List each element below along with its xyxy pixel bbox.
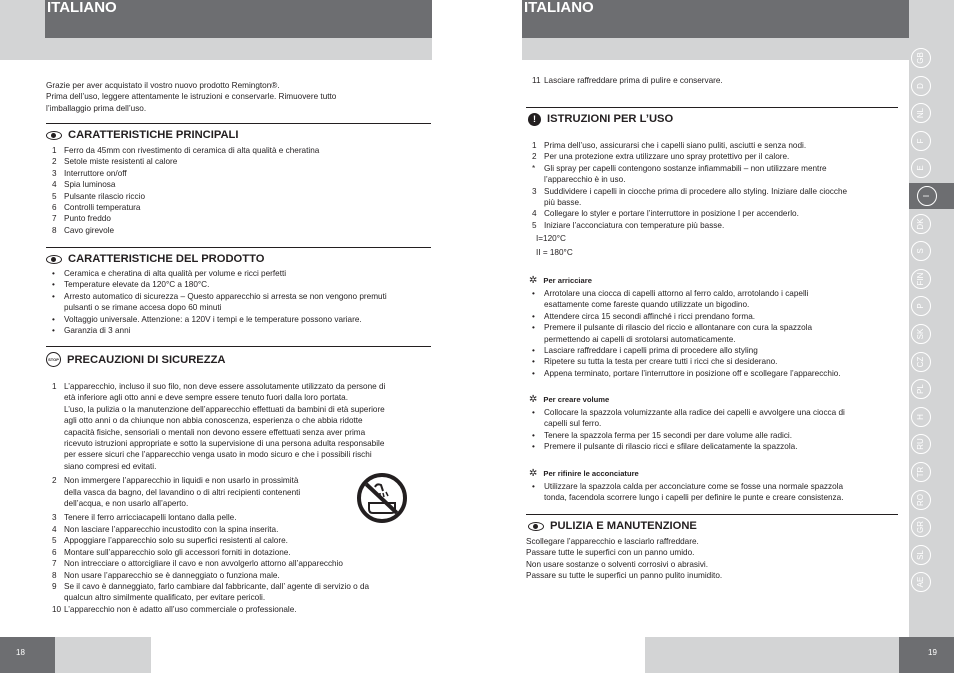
left-footer-number-block bbox=[0, 637, 55, 673]
product-list bbox=[46, 268, 431, 336]
eye-icon bbox=[46, 131, 62, 140]
stop-icon: STOP bbox=[46, 352, 61, 367]
list-item: 8 Non usare l’apparecchio se è danneggiato o funziona male. bbox=[52, 570, 280, 580]
language-tab-p[interactable]: P bbox=[911, 296, 931, 316]
list-item: 7 Punto freddo bbox=[52, 214, 111, 224]
no-bath-warning-icon bbox=[357, 473, 407, 523]
language-tab-pl[interactable]: PL bbox=[911, 379, 931, 399]
list-item: 3 Tenere il ferro arricciacapelli lontano dalla pelle. bbox=[52, 513, 237, 523]
list-item: • Premere il pulsante di rilascio del riccio e allontanare con cura la spazzola permettendo ai capelli di srotolarsi automaticamente. bbox=[526, 322, 898, 345]
sparkle-icon: ✲ bbox=[529, 394, 538, 405]
list-item: 8 Cavo girevole bbox=[52, 225, 115, 235]
language-tab-sl[interactable]: SL bbox=[911, 545, 931, 565]
right-page-number: 19 bbox=[928, 648, 937, 657]
list-item: • Voltaggio universale. Attenzione: a 120V i tempi e le temperature possono variare. bbox=[46, 314, 431, 325]
temperature-values: I=120°C II = 180°C bbox=[536, 234, 573, 258]
language-tab-nl[interactable]: NL bbox=[911, 103, 931, 123]
finish-list bbox=[526, 481, 898, 504]
list-item: 3 Suddividere i capelli in ciocche prima di procedere allo styling. Iniziare dalle ciocche più basse. bbox=[532, 186, 848, 208]
language-tab-tr[interactable]: TR bbox=[911, 462, 931, 482]
curl-subheading: ✲ Per arricciare bbox=[529, 275, 592, 286]
section-rule bbox=[46, 247, 431, 248]
list-item: 5 Appoggiare l’apparecchio solo su superfici resistenti al calore. bbox=[52, 536, 288, 546]
list-item: * Gli spray per capelli contengono sostanze infiammabili – non utilizzare mentre l’apparecchio è in uso. bbox=[532, 163, 827, 185]
list-item: • Premere il pulsante di rilascio ricci e sfilare delicatamente la spazzola. bbox=[526, 441, 898, 452]
list-item: • Garanzia di 3 anni bbox=[46, 325, 431, 336]
list-item: 5 Pulsante rilascio riccio bbox=[52, 191, 145, 201]
right-footer-number-block bbox=[899, 637, 954, 673]
language-tab-dk[interactable]: DK bbox=[911, 214, 931, 234]
list-item: 1 Prima dell’uso, assicurarsi che i capelli siano puliti, asciutti e senza nodi. bbox=[532, 141, 807, 150]
instructions-heading: ! ISTRUZIONI PER L’USO bbox=[528, 112, 673, 126]
volume-list bbox=[526, 407, 898, 453]
right-page-header: ITALIANO bbox=[522, 0, 909, 38]
language-tab-f[interactable]: F bbox=[911, 131, 931, 151]
language-tab-ae[interactable]: AE bbox=[911, 572, 931, 592]
list-item: • Arresto automatico di sicurezza – Questo apparecchio si arresta se non vengono premuti pulsanti o se rimane accesa dopo 60 minuti bbox=[46, 291, 431, 314]
intro-text: Grazie per aver acquistato il vostro nuovo prodotto Remington®. Prima dell’uso, leggere attentamente le istruzioni e conservarle. Rimuovere tutto l’imballaggio prima dell’uso. bbox=[46, 81, 337, 113]
language-tab-i[interactable]: I bbox=[909, 183, 954, 209]
list-item: 10 L’apparecchio non è adatto all’uso commerciale o professionale. bbox=[52, 604, 297, 614]
item-11: 11 Lasciare raffreddare prima di pulire e conservare. bbox=[532, 76, 723, 85]
eye-icon bbox=[528, 522, 544, 531]
curl-list bbox=[526, 288, 898, 379]
language-tab-s[interactable]: S bbox=[911, 241, 931, 261]
exclamation-icon: ! bbox=[528, 113, 541, 126]
list-item: 5 Iniziare l’acconciatura con temperature più basse. bbox=[532, 220, 725, 230]
list-item: • Arrotolare una ciocca di capelli attorno al ferro caldo, arrotolando i capelli esattamente come fareste quando utilizzate un bigodino. bbox=[526, 288, 898, 311]
list-item: 6 Controlli temperatura bbox=[52, 203, 141, 213]
language-tab-e[interactable]: E bbox=[911, 158, 931, 178]
left-footer-band bbox=[55, 637, 151, 673]
list-item: 2 Non immergere l’apparecchio in liquidi e non usarlo in prossimità della vasca da bagno, del lavandino o di altri recipienti contenenti dell’acqua, e non usarlo all’aperto. bbox=[52, 476, 301, 509]
list-item: 9 Se il cavo è danneggiato, farlo cambiare dal fabbricante, dall’ agente di servizio o da qualcun altro similmente qualificato, per evitare pericoli. bbox=[52, 581, 370, 603]
language-tab-fin[interactable]: FIN bbox=[911, 269, 931, 289]
right-footer-band bbox=[645, 637, 899, 673]
list-item: • Collocare la spazzola volumizzante alla radice dei capelli e avvolgere una ciocca di capelli sul ferro. bbox=[526, 407, 898, 430]
volume-subheading: ✲ Per creare volume bbox=[529, 394, 610, 405]
features-list bbox=[46, 145, 431, 236]
list-item: 4 Spia luminosa bbox=[52, 180, 116, 190]
section-rule bbox=[526, 514, 898, 515]
list-item: 1 L’apparecchio, incluso il suo filo, non deve essere assolutamente utilizzato da persone di età inferiore agli otto anni e deve sempre essere tenuto fuori dalla loro portata. L’uso, la pulizia o la manutenzione dell’apparecchio effettuati da bambini di età superiore agli otto anni o da chiunque non abbia conoscenza, esperienza o che abbia ridotte capacità fisiche, sensoriali o mentali non devono essere effettuati senza aver prima ricevuto istruzioni appropriate e sotto la supervisione di una persona adulta responsabile per essere sicuri che l’apparecchio venga usato in modo sicuro e che i possibili rischi siano compresi ed evitati. bbox=[52, 382, 386, 471]
section-rule bbox=[46, 123, 431, 124]
sparkle-icon: ✲ bbox=[529, 275, 538, 286]
list-item: 3 Interruttore on/off bbox=[52, 168, 127, 178]
list-item: 2 Per una protezione extra utilizzare uno spray protettivo per il calore. bbox=[532, 152, 790, 162]
left-page-number: 18 bbox=[16, 648, 25, 657]
language-tab-gr[interactable]: GR bbox=[911, 517, 931, 537]
list-item: 4 Non lasciare l’apparecchio incustodito con la spina inserita. bbox=[52, 524, 279, 534]
list-item: • Attendere circa 15 secondi affinché i ricci prendano forma. bbox=[526, 311, 898, 322]
sparkle-icon: ✲ bbox=[529, 468, 538, 479]
list-item: • Ceramica e cheratina di alta qualità per volume e ricci perfetti bbox=[46, 268, 431, 279]
list-item: • Lasciare raffreddare i capelli prima di procedere allo styling bbox=[526, 345, 898, 356]
safety-heading: STOP PRECAUZIONI DI SICUREZZA bbox=[46, 352, 226, 367]
list-item: 7 Non intrecciare o attorcigliare il cavo e non avvolgerlo attorno all’apparecchio bbox=[52, 559, 343, 569]
language-tab-ro[interactable]: RO bbox=[911, 490, 931, 510]
list-item: • Utilizzare la spazzola calda per acconciature come se fosse una normale spazzola tonda, facendola scorrere lungo i capelli per definire le punte e creare consistenza. bbox=[526, 481, 898, 504]
language-tab-cz[interactable]: CZ bbox=[911, 352, 931, 372]
finish-subheading: ✲ Per rifinire le acconciature bbox=[529, 468, 639, 479]
language-tab-h[interactable]: H bbox=[911, 407, 931, 427]
section-rule bbox=[46, 346, 431, 347]
language-tabs bbox=[909, 0, 954, 637]
list-item: • Tenere la spazzola ferma per 15 secondi per dare volume alle radici. bbox=[526, 430, 898, 441]
language-tab-sk[interactable]: SK bbox=[911, 324, 931, 344]
left-page-header: ITALIANO bbox=[45, 0, 432, 38]
list-item: 4 Collegare lo styler e portare l’interruttore in posizione I per accenderlo. bbox=[532, 209, 799, 219]
eye-icon bbox=[46, 255, 62, 264]
list-item: • Ripetere su tutta la testa per creare tutti i ricci che si desiderano. bbox=[526, 356, 898, 367]
cleaning-text: Scollegare l’apparecchio e lasciarlo raffreddare. Passare tutte le superfici con un panno umido. Non usare sostanze o solventi corrosivi o abrasivi. Passare su tutte le superfici un panno pulito inumidito. bbox=[526, 537, 723, 581]
product-heading: CARATTERISTICHE DEL PRODOTTO bbox=[46, 252, 264, 266]
list-item: 6 Montare sull’apparecchio solo gli accessori forniti in dotazione. bbox=[52, 547, 291, 557]
features-heading: CARATTERISTICHE PRINCIPALI bbox=[46, 128, 239, 142]
list-item: 1 Ferro da 45mm con rivestimento di ceramica di alta qualità e cheratina bbox=[52, 146, 320, 155]
cleaning-heading: PULIZIA E MANUTENZIONE bbox=[528, 519, 697, 533]
language-tab-d[interactable]: D bbox=[911, 76, 931, 96]
list-item: • Temperature elevate da 120°C a 180°C. bbox=[46, 279, 431, 290]
language-tab-gb[interactable]: GB bbox=[911, 48, 931, 68]
list-item: • Appena terminato, portare l’interruttore in posizione off e scollegare l’apparecchio. bbox=[526, 368, 898, 379]
section-rule bbox=[526, 107, 898, 108]
language-tab-ru[interactable]: RU bbox=[911, 434, 931, 454]
list-item: 2 Setole miste resistenti al calore bbox=[52, 157, 178, 167]
instructions-list bbox=[526, 140, 898, 231]
